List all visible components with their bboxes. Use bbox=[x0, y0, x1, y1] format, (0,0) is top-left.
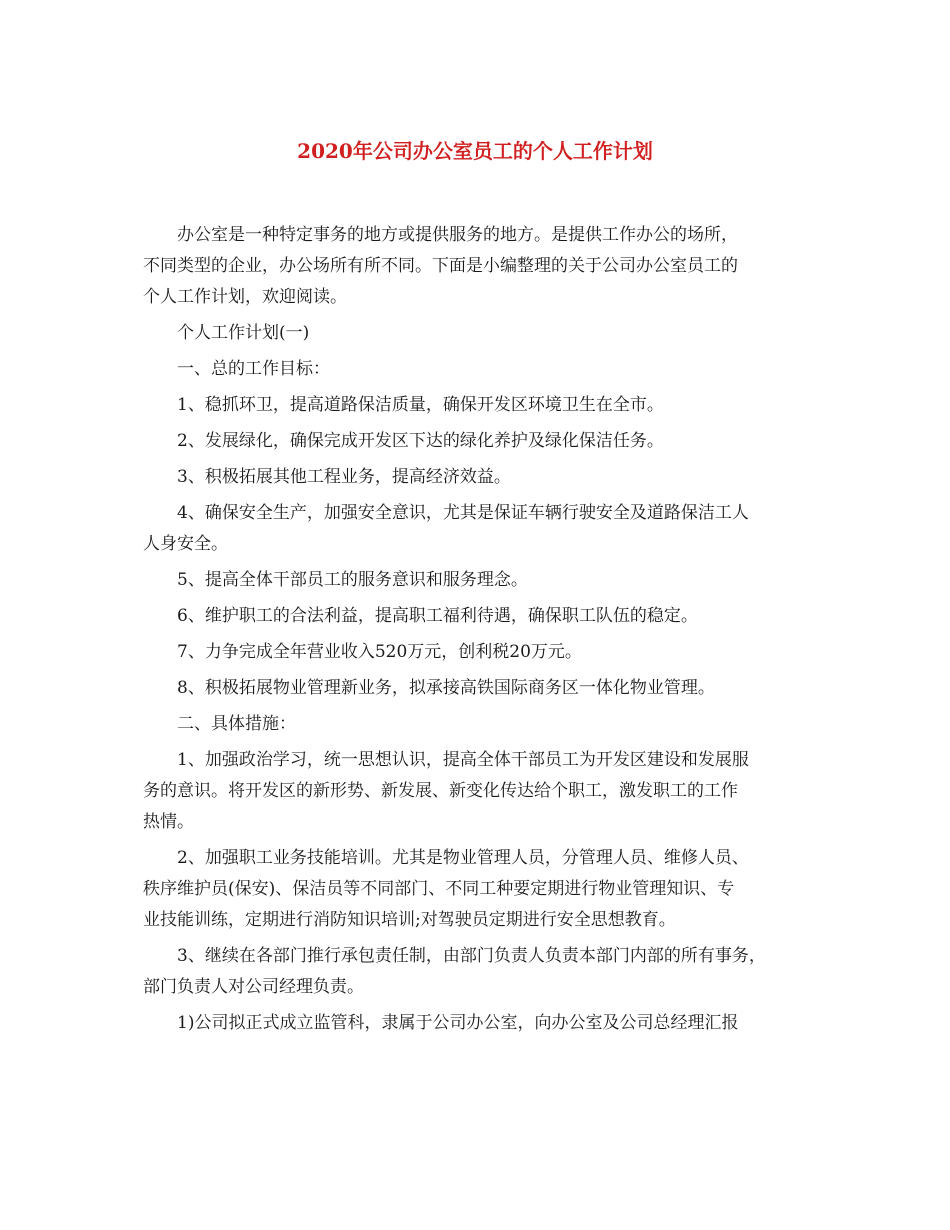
paragraph-line: 业技能训练，定期进行消防知识培训;对驾驶员定期进行安全思想教育。 bbox=[143, 910, 676, 930]
paragraph-line: 个人工作计划，欢迎阅读。 bbox=[143, 287, 347, 307]
paragraph bbox=[143, 318, 813, 349]
paragraph bbox=[143, 426, 813, 457]
paragraph-line: 1)公司拟正式成立监管科，隶属于公司办公室，向办公室及公司总经理汇报 bbox=[177, 1013, 739, 1033]
paragraph bbox=[143, 498, 813, 560]
paragraph-line: 1、加强政治学习，统一思想认识，提高全体干部员工为开发区建设和发展服 bbox=[177, 750, 749, 770]
paragraph-line: 1、稳抓环卫，提高道路保洁质量，确保开发区环境卫生在全市。 bbox=[177, 395, 664, 415]
paragraph bbox=[143, 220, 813, 313]
paragraph-line: 7、力争完成全年营业收入520万元，创利税20万元。 bbox=[177, 642, 582, 662]
paragraph bbox=[143, 709, 813, 740]
paragraph-line: 热情。 bbox=[143, 812, 194, 832]
paragraph bbox=[143, 637, 813, 668]
paragraph-line: 5、提高全体干部员工的服务意识和服务理念。 bbox=[177, 570, 528, 590]
paragraph bbox=[143, 843, 813, 936]
paragraph bbox=[143, 673, 813, 704]
paragraph-line: 一、总的工作目标： bbox=[177, 359, 330, 379]
paragraph-line: 不同类型的企业，办公场所有所不同。下面是小编整理的关于公司办公室员工的 bbox=[143, 256, 738, 276]
document-title: 2020年公司办公室员工的个人工作计划 bbox=[297, 139, 653, 163]
paragraph-line: 8、积极拓展物业管理新业务，拟承接高铁国际商务区一体化物业管理。 bbox=[177, 678, 715, 698]
paragraph-line: 部门负责人对公司经理负责。 bbox=[143, 977, 364, 997]
paragraph-line: 4、确保安全生产，加强安全意识，尤其是保证车辆行驶安全及道路保洁工人 bbox=[177, 503, 749, 523]
paragraph-line: 3、积极拓展其他工程业务，提高经济效益。 bbox=[177, 467, 511, 487]
paragraph-line: 个人工作计划(一) bbox=[177, 323, 310, 343]
paragraph bbox=[143, 390, 813, 421]
paragraph-line: 二、具体措施： bbox=[177, 714, 296, 734]
paragraph bbox=[143, 941, 813, 1003]
paragraph bbox=[143, 1008, 813, 1039]
document-body bbox=[143, 220, 813, 1044]
paragraph-line: 2、发展绿化，确保完成开发区下达的绿化养护及绿化保洁任务。 bbox=[177, 431, 664, 451]
paragraph-line: 务的意识。将开发区的新形势、新发展、新变化传达给个职工，激发职工的工作 bbox=[143, 781, 738, 801]
paragraph-line: 办公室是一种特定事务的地方或提供服务的地方。是提供工作办公的场所， bbox=[177, 225, 738, 245]
paragraph bbox=[143, 565, 813, 596]
paragraph-line: 秩序维护员(保安)、保洁员等不同部门、不同工种要定期进行物业管理知识、专 bbox=[143, 879, 735, 899]
paragraph bbox=[143, 745, 813, 838]
paragraph-line: 3、继续在各部门推行承包责任制，由部门负责人负责本部门内部的所有事务， bbox=[177, 946, 766, 966]
paragraph-line: 2、加强职工业务技能培训。尤其是物业管理人员，分管理人员、维修人员、 bbox=[177, 848, 749, 868]
paragraph-line: 人身安全。 bbox=[143, 534, 228, 554]
paragraph bbox=[143, 601, 813, 632]
paragraph-line: 6、维护职工的合法利益，提高职工福利待遇，确保职工队伍的稳定。 bbox=[177, 606, 698, 626]
paragraph bbox=[143, 462, 813, 493]
paragraph bbox=[143, 354, 813, 385]
